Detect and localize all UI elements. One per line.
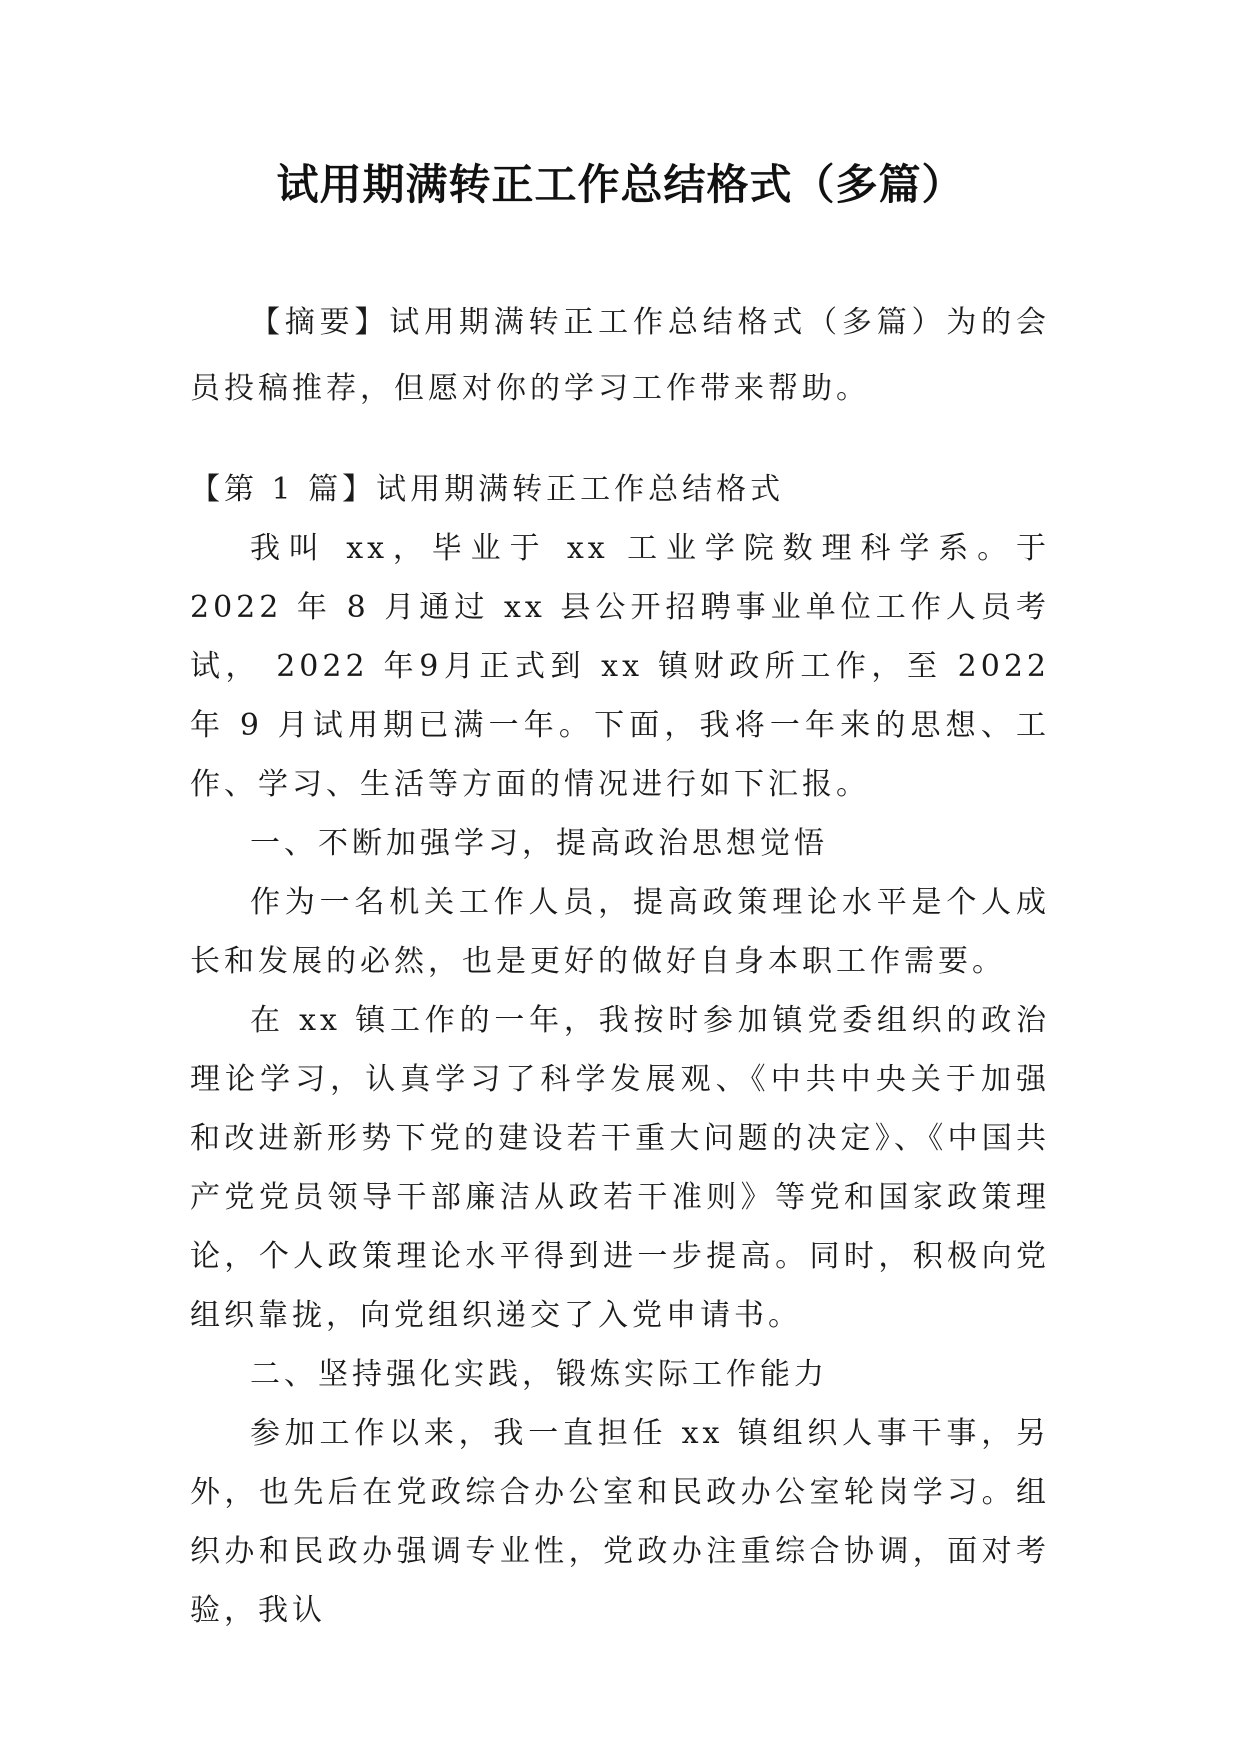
chapter-heading: 【第 1 篇】试用期满转正工作总结格式: [190, 472, 785, 507]
paragraph-section-1b: 在 xx 镇工作的一年，我按时参加镇党委组织的政治理论学习，认真学习了科学发展观、《中共中央关于加强和改进新形势下党的建设若干重大问题的决定》、《中国共产党党员领导干部廉洁从政若干准则》等党和国家政策理论，个人政策理论水平得到进一步提高。同时，积极向党组织靠拢，向党组织递交了入党申请书。: [190, 1003, 1050, 1333]
paragraph-section-1a: 作为一名机关工作人员，提高政策理论水平是个人成长和发展的必然，也是更好的做好自身本职工作需要。: [190, 885, 1050, 979]
section-heading-2: 二、坚持强化实践，锻炼实际工作能力: [250, 1357, 828, 1392]
abstract-block: [190, 290, 1050, 422]
paragraph-section-2a: 参加工作以来，我一直担任 xx 镇组织人事干事，另外，也先后在党政综合办公室和民政办公室轮岗学习。组织办和民政办强调专业性，党政办注重综合协调，面对考验，我认: [190, 1416, 1050, 1628]
paragraph-intro: 我叫 xx，毕业于 xx 工业学院数理科学系。于 2022 年 8 月通过 xx 县公开招聘事业单位工作人员考试， 2022 年9月正式到 xx 镇财政所工作，至 2022 年 9 月试用期已满一年。下面，我将一年来的思想、工作、学习、生活等方面的情况进行如下汇报。: [190, 531, 1050, 802]
abstract-text: 【摘要】试用期满转正工作总结格式（多篇）为的会员投稿推荐，但愿对你的学习工作带来帮助。: [190, 305, 1050, 406]
article-body: [190, 460, 1050, 1640]
section-heading-1: 一、不断加强学习，提高政治思想觉悟: [250, 826, 828, 861]
document-title: 试用期满转正工作总结格式（多篇）: [276, 160, 965, 209]
